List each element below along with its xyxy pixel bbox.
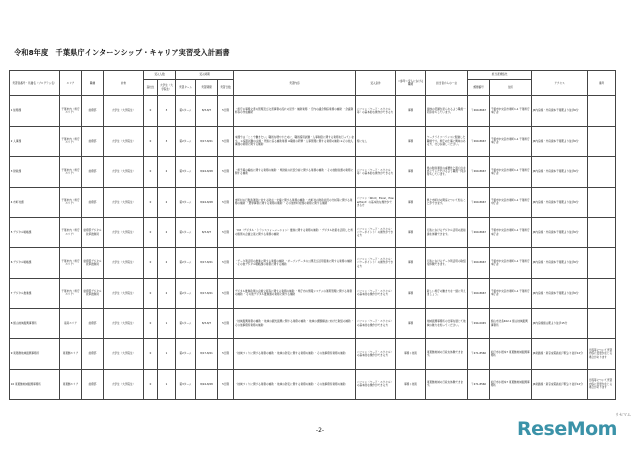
- cell-term: 第2ターム: [176, 248, 196, 278]
- cell-location: 松戸市小根本7 東葛飾地域振興事務所: [490, 339, 532, 369]
- cell-area: 千葉市内（県庁エリア）: [60, 248, 82, 278]
- cell-content: 本課では「ここで働きたい」職員を増やすために、職員採用試験・人事制度に関する業務を行っています。 ①採用試験の企画・実施に係る補助業務 ②職員の研修・人事管理に関する業務の補助 ③その他人事課の業務に関する補助: [234, 126, 356, 156]
- cell-target: 大学生（大学院生）: [104, 339, 144, 369]
- cell-area: 千葉市内（県庁エリア）: [60, 187, 82, 217]
- table-row: [10, 309, 616, 339]
- row-number: 6: [10, 261, 13, 265]
- cell-remarks: [588, 309, 616, 339]
- cell-people-a: 0: [144, 217, 158, 247]
- header-access: アクセス: [532, 71, 588, 96]
- cell-field: 総務部: [82, 126, 104, 156]
- cell-people-b: 1: [158, 339, 176, 369]
- cell-target: 大学生（大学院生）: [104, 278, 144, 308]
- row-number: 3: [10, 170, 13, 174]
- cell-days: 5日間: [218, 309, 234, 339]
- cell-address: 東葛飾地域の行政を体験できます。: [426, 339, 468, 369]
- cell-access: JR内房線・外房線本千葉駅より徒歩6分: [532, 217, 588, 247]
- cell-address: 行政におけるデータ利活用の取組を体験できます。: [426, 248, 468, 278]
- cell-term: 第3ターム: [176, 187, 196, 217]
- cell-notes-dept: 事務 / 技術: [396, 339, 426, 369]
- cell-location: 千葉市中央区市場町1-1 千葉県庁本庁舎: [490, 126, 532, 156]
- dept-name: デジタル推進課: [13, 291, 32, 295]
- logo-text: ReseMom: [517, 418, 617, 440]
- table-body: [10, 96, 616, 400]
- cell-dept: [10, 126, 60, 156]
- cell-location: 千葉市中央区市場町1-1 千葉県庁本庁舎: [490, 96, 532, 126]
- cell-notes-dept: 事務: [396, 278, 426, 308]
- header-postal: 郵便番号: [468, 80, 490, 96]
- cell-people-b: 2: [158, 157, 176, 187]
- cell-area: 東葛飾エリア: [60, 339, 82, 369]
- cell-dept: [10, 309, 60, 339]
- dept-name: 総務課: [13, 109, 22, 113]
- cell-remarks: [588, 126, 616, 156]
- cell-postal: 〒260-8667: [468, 126, 490, 156]
- cell-field: 総務部: [82, 339, 104, 369]
- cell-people-b: 2: [158, 278, 176, 308]
- cell-requirements: パソコン（ワード・エクセル）の基本的な操作ができる方: [356, 309, 396, 339]
- cell-requirements: 特になし: [356, 126, 396, 156]
- cell-field: 総務部: [82, 187, 104, 217]
- cell-dept: [10, 96, 60, 126]
- internship-plan-table: [9, 70, 616, 400]
- cell-address: 県と市町村の関係について知ることができます。: [426, 187, 468, 217]
- cell-address: 地域振興事務所の仕事を通じて地域の魅力を知ってください。: [426, 309, 468, 339]
- cell-days: 5日間: [218, 126, 234, 156]
- cell-remarks: [588, 217, 616, 247]
- cell-content: ・DX（デジタル・トランスフォーメーション）推進に関する業務の補助 ・デジタル技術を活用した県の施策の企画立案に関する業務の補助: [234, 217, 356, 247]
- cell-period: 8/17-8/21: [196, 339, 218, 369]
- cell-area: 千葉市内（県庁エリア）: [60, 217, 82, 247]
- cell-postal: 〒260-8667: [468, 96, 490, 126]
- cell-target: 大学生（大学院生）: [104, 369, 144, 399]
- row-number: 5: [10, 230, 13, 234]
- cell-requirements: パソコン（ワード・エクセル・パワーポイント）の操作ができる方: [356, 248, 396, 278]
- cell-period: 8/3-8/7: [196, 217, 218, 247]
- resemom-logo: [517, 412, 637, 446]
- cell-access: JR内房線・外房線本千葉駅より徒歩6分: [532, 248, 588, 278]
- cell-target: 大学生（大学院生）: [104, 217, 144, 247]
- cell-requirements: パソコン（ワード・エクセル等）の基本的な操作ができる方: [356, 96, 396, 126]
- cell-dept: [10, 339, 60, 369]
- header-contact: 担当者連絡先: [468, 71, 532, 80]
- header-days: 実習日数: [218, 80, 234, 96]
- cell-notes-dept: 事務: [396, 217, 426, 247]
- cell-content: ・データ利活用の推進に関する業務の補助 ・オープンデータの公開及び活用促進に関する業務の補助 ・その他デジタル戦略課の業務に関する補助: [234, 248, 356, 278]
- cell-notes-dept: 事務: [396, 309, 426, 339]
- cell-dept: [10, 187, 60, 217]
- cell-people-b: 2: [158, 187, 176, 217]
- cell-access: JR内房線・外房線本千葉駅より徒歩6分: [532, 157, 588, 187]
- cell-term: 第3ターム: [176, 157, 196, 187]
- cell-people-b: 2: [158, 248, 176, 278]
- dept-name: 館山地域振興事務所: [13, 322, 37, 326]
- cell-content: ・地域づくりに関する業務の補助 ・地域の防災に関する業務の補助 ・その他事務所業務の補助: [234, 369, 356, 399]
- cell-postal: 〒271-8560: [468, 369, 490, 399]
- cell-term: 第2ターム: [176, 278, 196, 308]
- table-row: [10, 96, 616, 126]
- header-accept-people: 受入人数: [144, 71, 176, 80]
- cell-period: 8/17-8/21: [196, 126, 218, 156]
- header-content: 実習内容: [234, 71, 356, 96]
- cell-address: 皆様の笑顔が見られるよう職員一同お待ちしています。: [426, 96, 468, 126]
- cell-period: 8/17-8/21: [196, 278, 218, 308]
- cell-postal: 〒260-8667: [468, 248, 490, 278]
- cell-field: 総務部: [82, 309, 104, 339]
- cell-target: 大学生（大学院生）: [104, 157, 144, 187]
- cell-address: 県の財政運営の重要性と面白さを感じていただけるよう職員一同お待ちしています。: [426, 157, 468, 187]
- cell-access: JR内房線・外房線本千葉駅より徒歩6分: [532, 96, 588, 126]
- row-number: 7: [10, 291, 13, 295]
- cell-access: JR常磐線・新京成電鉄松戸駅より徒歩12分: [532, 369, 588, 399]
- cell-people-b: 1: [158, 369, 176, 399]
- header-requirements: 受入条件: [356, 71, 396, 96]
- cell-notes-dept: 事務: [396, 187, 426, 217]
- cell-days: 5日間: [218, 187, 234, 217]
- cell-address: 東葛飾地域の行政を体験できます。: [426, 369, 468, 399]
- cell-term: 第1ターム: [176, 309, 196, 339]
- cell-area: 千葉市内（県庁エリア）: [60, 278, 82, 308]
- cell-notes-dept: 事務: [396, 96, 426, 126]
- cell-dept: [10, 278, 60, 308]
- cell-term: 第1ターム: [176, 217, 196, 247]
- cell-people-a: 0: [144, 157, 158, 187]
- cell-days: 5日間: [218, 339, 234, 369]
- dept-name: 東葛飾地域振興事務所: [14, 382, 41, 386]
- cell-dept: [10, 157, 60, 187]
- cell-dept: [10, 369, 60, 399]
- cell-days: 5日間: [218, 369, 234, 399]
- cell-days: 5日間: [218, 217, 234, 247]
- page-number: -2-: [315, 427, 325, 434]
- cell-area: 千葉市内（県庁エリア）: [60, 96, 82, 126]
- cell-period: 8/17-8/21: [196, 248, 218, 278]
- cell-postal: 〒260-8667: [468, 278, 490, 308]
- header-notes-dept: ＜参考＞受入における職場: [396, 71, 426, 96]
- logo-subtitle: リセマム: [615, 412, 631, 417]
- cell-dept: [10, 217, 60, 247]
- cell-requirements: パソコン（ワード・エクセル等）の基本的な操作ができる方: [356, 157, 396, 187]
- cell-notes-dept: 事務: [396, 126, 426, 156]
- table-row: [10, 248, 616, 278]
- cell-requirements: パソコン（ワード・エクセル）の基本的な操作ができる方: [356, 339, 396, 369]
- header-people-a: 高校生: [144, 80, 158, 96]
- cell-period: 8/24-8/28: [196, 157, 218, 187]
- cell-days: 5日間: [218, 157, 234, 187]
- header-remarks: 備考: [588, 71, 616, 96]
- table-row: [10, 278, 616, 308]
- header-area: エリア: [60, 71, 82, 96]
- cell-remarks: [588, 157, 616, 187]
- table-row: [10, 157, 616, 187]
- cell-content: ・地域振興業務の補助 ・地域の観光振興に関する業務の補助 ・地域の課題解決に向けた取組の補助 ・その他事務所業務の補助: [234, 309, 356, 339]
- cell-people-b: 3: [158, 126, 176, 156]
- cell-remarks: [588, 248, 616, 278]
- cell-term: 第3ターム: [176, 369, 196, 399]
- cell-location: 千葉市中央区市場町1-1 千葉県庁中庁舎: [490, 187, 532, 217]
- cell-field: 総務部デジタル改革推進局: [82, 278, 104, 308]
- cell-remarks: [588, 96, 616, 126]
- document-title: 令和8年度 千葉県庁インターンシップ・キャリア実習受入計画書: [14, 48, 230, 57]
- row-number: 9: [10, 352, 13, 356]
- cell-postal: 〒260-8667: [468, 157, 490, 187]
- cell-access: JR内房線・外房線本千葉駅より徒歩6分: [532, 278, 588, 308]
- cell-access: JR常磐線・新京成電鉄松戸駅より徒歩12分: [532, 339, 588, 369]
- cell-dept: [10, 248, 60, 278]
- cell-target: 大学生（大学院生）: [104, 248, 144, 278]
- cell-field: 総務部: [82, 96, 104, 126]
- cell-notes-dept: 事務: [396, 248, 426, 278]
- cell-postal: 〒260-8667: [468, 187, 490, 217]
- row-number: 2: [10, 139, 13, 143]
- cell-people-a: 0: [144, 126, 158, 156]
- table-row: [10, 217, 616, 247]
- cell-field: 総務部デジタル改革推進局: [82, 217, 104, 247]
- dept-name: デジタル戦略課: [13, 261, 32, 265]
- cell-period: 8/24-8/28: [196, 369, 218, 399]
- dept-name: デジタル戦略課: [13, 230, 32, 234]
- cell-requirements: パソコン（ワード・エクセル）の基本的な操作ができる方: [356, 369, 396, 399]
- cell-remarks: [588, 278, 616, 308]
- table-row: [10, 339, 616, 369]
- cell-content: 市町村の行財政運営に対する助言・支援に関する業務の補助 ・市町村の財政状況の分析等に関する業務の補助 ・選挙事務に関する業務の補助 ・その他市町村課の業務に関する補助: [234, 187, 356, 217]
- cell-location: 館山市北条402-1 館山地域振興事務所: [490, 309, 532, 339]
- cell-people-b: 3: [158, 96, 176, 126]
- cell-content: ・地域づくりに関する業務の補助 ・地域の防災に関する業務の補助 ・その他事務所業務の補助: [234, 339, 356, 369]
- cell-period: 8/3-8/7: [196, 96, 218, 126]
- cell-days: 5日間: [218, 248, 234, 278]
- header-accept-period: 受入時期: [176, 71, 234, 80]
- cell-target: 大学生（大学院生）: [104, 187, 144, 217]
- cell-days: 5日間: [218, 278, 234, 308]
- cell-target: 大学生（大学院生）: [104, 126, 144, 156]
- cell-term: 第2ターム: [176, 126, 196, 156]
- cell-postal: 〒260-8667: [468, 217, 490, 247]
- cell-people-a: 0: [144, 309, 158, 339]
- cell-area: 千葉市内（県庁エリア）: [60, 157, 82, 187]
- cell-access: JR内房線館山駅より徒歩15分: [532, 309, 588, 339]
- header-address: 担当者からの一言: [426, 71, 468, 96]
- cell-people-a: 0: [144, 96, 158, 126]
- dept-name: 財政課: [13, 170, 22, 174]
- row-number: 8: [10, 322, 13, 326]
- cell-location: 千葉市中央区市場町1-1 千葉県庁本庁舎: [490, 248, 532, 278]
- cell-requirements: パソコン（Word、Excel、PowerPoint）の基本的な操作ができる方: [356, 187, 396, 217]
- cell-postal: 〒271-8560: [468, 339, 490, 369]
- cell-term: 第2ターム: [176, 339, 196, 369]
- cell-content: デジタル推進政策の企画立案等に関する業務の補助 ・県庁内の情報システムの運用管理に関する業務の補助 ・その他デジタル推進課の業務に関する補助: [234, 278, 356, 308]
- cell-address: ワークライフバランスに配慮した職場です。県庁の仕事に興味のある方、ぜひお越しください。: [426, 126, 468, 156]
- row-number: 10: [10, 382, 15, 386]
- header-dept: 実習者番号・所属名（プログラム名）: [10, 71, 60, 96]
- cell-access: JR内房線・外房線本千葉駅より徒歩6分: [532, 187, 588, 217]
- header-field: 職種: [82, 71, 104, 96]
- header-location: 住所: [490, 80, 532, 96]
- dept-name: 市町村課: [13, 200, 24, 204]
- cell-field: 総務部: [82, 157, 104, 187]
- table-row: [10, 187, 616, 217]
- cell-people-a: 0: [144, 339, 158, 369]
- cell-remarks: 日程等について実習内容に変更が生じる場合があります: [588, 339, 616, 369]
- row-number: 1: [10, 109, 13, 113]
- row-number: 4: [10, 200, 13, 204]
- cell-postal: 〒294-0045: [468, 309, 490, 339]
- header-target: 対象: [104, 71, 144, 96]
- cell-people-a: 0: [144, 248, 158, 278]
- cell-location: 千葉市中央区市場町1-1 千葉県庁本庁舎: [490, 157, 532, 187]
- cell-days: 5日間: [218, 96, 234, 126]
- cell-field: 総務部: [82, 369, 104, 399]
- cell-notes-dept: 事務: [396, 157, 426, 187]
- table-row: [10, 369, 616, 399]
- cell-access: JR内房線・外房線本千葉駅より徒歩6分: [532, 126, 588, 156]
- cell-notes-dept: 事務 / 技術: [396, 369, 426, 399]
- table-row: [10, 126, 616, 156]
- cell-requirements: パソコン（ワード・エクセル・パワーポイント）の操作ができる方: [356, 217, 396, 247]
- cell-remarks: [588, 187, 616, 217]
- cell-people-a: 0: [144, 278, 158, 308]
- cell-people-a: 0: [144, 187, 158, 217]
- cell-period: 8/24-8/28: [196, 187, 218, 217]
- cell-people-b: 2: [158, 217, 176, 247]
- cell-address: 新しい県庁の働き方を一緒に考えましょう。: [426, 278, 468, 308]
- cell-target: 大学生（大学院生）: [104, 96, 144, 126]
- cell-field: 総務部デジタル改革推進局: [82, 248, 104, 278]
- cell-location: 千葉市中央区市場町1-1 千葉県庁本庁舎: [490, 217, 532, 247]
- header-term: 実習ターム: [176, 80, 196, 96]
- cell-location: 千葉市中央区市場町1-1 千葉県庁本庁舎: [490, 278, 532, 308]
- cell-area: 東葛飾エリア: [60, 369, 82, 399]
- cell-area: 南房エリア: [60, 309, 82, 339]
- cell-target: 大学生（大学院生）: [104, 309, 144, 339]
- cell-address: 行政におけるデジタル活用の最前線を体験できます。: [426, 217, 468, 247]
- cell-period: 8/3-8/7: [196, 309, 218, 339]
- cell-requirements: パソコン（ワード・エクセル）の基本的な操作ができる方: [356, 278, 396, 308]
- cell-people-b: 1: [158, 309, 176, 339]
- dept-name: 東葛飾地域振興事務所: [13, 352, 40, 356]
- cell-remarks: 日程等について実習内容に変更が生じる場合があります: [588, 369, 616, 399]
- dept-name: 人事課: [13, 139, 22, 143]
- header-period: 実習期間: [196, 80, 218, 96]
- cell-content: ・県予算の編成に関する業務の補助 ・県財政の状況分析に関する業務の補助 ・その他財政課の業務に関する補助: [234, 157, 356, 187]
- cell-area: 千葉市内（県庁エリア）: [60, 126, 82, 156]
- cell-location: 松戸市小根本7 東葛飾地域振興事務所: [490, 369, 532, 399]
- cell-content: ・県庁の事務文書の管理及び文書事務の流れの見学・補助業務 ・庁内の議会関係業務の補助 ・会議資料等の作成補助: [234, 96, 356, 126]
- cell-people-a: 0: [144, 369, 158, 399]
- header-people-b: 大学生（大学院生）: [158, 80, 176, 96]
- cell-term: 第1ターム: [176, 96, 196, 126]
